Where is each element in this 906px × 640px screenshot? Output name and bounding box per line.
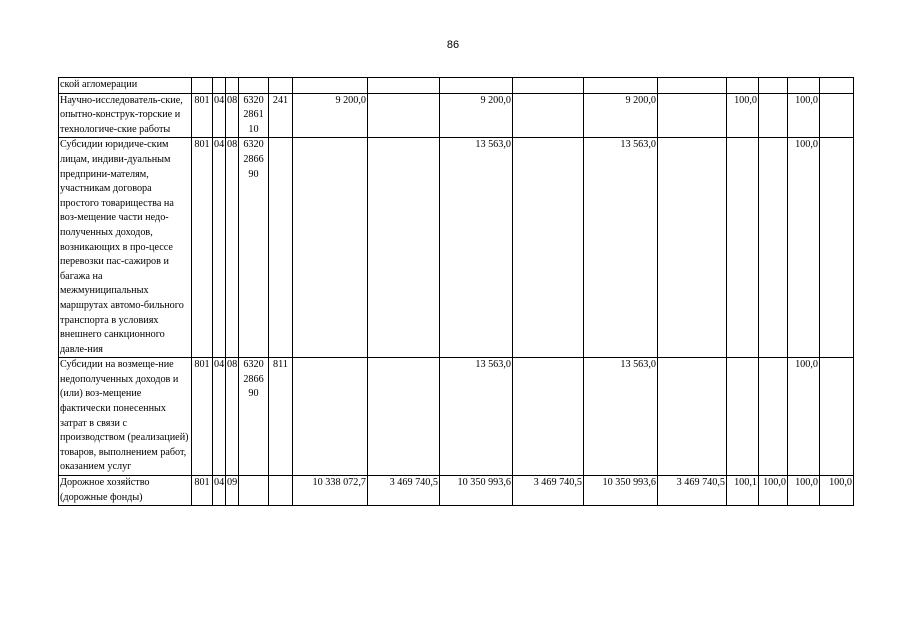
- target-article-code: [239, 476, 269, 506]
- amount-2: [368, 358, 440, 476]
- row-name: ской агломерации: [59, 78, 192, 94]
- amount-6: 3 469 740,5: [658, 476, 727, 506]
- grbs-code: 801: [192, 476, 213, 506]
- amount-1: [293, 358, 368, 476]
- percent-4: [820, 78, 854, 94]
- percent-3: 100,0: [788, 138, 820, 358]
- table-row: [59, 476, 854, 506]
- percent-4: [820, 358, 854, 476]
- percent-1: [727, 78, 759, 94]
- amount-4: [513, 78, 584, 94]
- amount-2: [368, 93, 440, 138]
- grbs-code: [192, 78, 213, 94]
- budget-table: [58, 77, 854, 506]
- amount-3: 13 563,0: [440, 358, 513, 476]
- percent-1: 100,1: [727, 476, 759, 506]
- amount-6: [658, 358, 727, 476]
- amount-2: 3 469 740,5: [368, 476, 440, 506]
- percent-4: [820, 93, 854, 138]
- percent-2: 100,0: [759, 476, 788, 506]
- amount-4: [513, 93, 584, 138]
- percent-3: [788, 78, 820, 94]
- amount-2: [368, 138, 440, 358]
- row-name: Субсидии на возмеще-ние недополученных доходов и (или) воз-мещение фактически понесенных затрат в связи с производством (реализацией) товаров, выполнением работ, оказанием услуг: [59, 358, 192, 476]
- amount-4: [513, 358, 584, 476]
- amount-1: [293, 138, 368, 358]
- expense-type-code: [269, 476, 293, 506]
- percent-2: [759, 358, 788, 476]
- expense-type-code: 811: [269, 358, 293, 476]
- subsection-code: 08: [226, 138, 239, 358]
- amount-5: 13 563,0: [584, 358, 658, 476]
- subsection-code: 08: [226, 93, 239, 138]
- amount-1: 10 338 072,7: [293, 476, 368, 506]
- percent-3: 100,0: [788, 93, 820, 138]
- percent-2: [759, 78, 788, 94]
- percent-2: [759, 93, 788, 138]
- amount-6: [658, 93, 727, 138]
- percent-1: [727, 358, 759, 476]
- target-article-code: 6320 2861 10: [239, 93, 269, 138]
- expense-type-code: [269, 78, 293, 94]
- percent-4: 100,0: [820, 476, 854, 506]
- expense-type-code: 241: [269, 93, 293, 138]
- grbs-code: 801: [192, 93, 213, 138]
- row-name: Субсидии юридиче-ским лицам, индиви-дуальным предприни-мателям, участникам договора простого товарищества на воз-мещение части недо-полученных доходов, возникающих в про-цессе перевозки пас-сажиров и багажа на межмуниципальных маршрутах автомо-бильного транспорта в условиях внешнего санкционного давле-ния: [59, 138, 192, 358]
- subsection-code: 09: [226, 476, 239, 506]
- table-row: [59, 358, 854, 476]
- percent-3: 100,0: [788, 358, 820, 476]
- row-name: Дорожное хозяйство (дорожные фонды): [59, 476, 192, 506]
- section-code: 04: [213, 138, 226, 358]
- table-row: [59, 93, 854, 138]
- grbs-code: 801: [192, 358, 213, 476]
- percent-1: 100,0: [727, 93, 759, 138]
- amount-6: [658, 138, 727, 358]
- target-article-code: [239, 78, 269, 94]
- section-code: 04: [213, 358, 226, 476]
- amount-4: 3 469 740,5: [513, 476, 584, 506]
- section-code: [213, 78, 226, 94]
- amount-3: 13 563,0: [440, 138, 513, 358]
- percent-2: [759, 138, 788, 358]
- table-row: [59, 138, 854, 358]
- table-row: [59, 78, 854, 94]
- amount-3: 10 350 993,6: [440, 476, 513, 506]
- amount-1: [293, 78, 368, 94]
- amount-2: [368, 78, 440, 94]
- expense-type-code: [269, 138, 293, 358]
- amount-4: [513, 138, 584, 358]
- section-code: 04: [213, 476, 226, 506]
- amount-3: [440, 78, 513, 94]
- amount-5: 9 200,0: [584, 93, 658, 138]
- amount-6: [658, 78, 727, 94]
- percent-3: 100,0: [788, 476, 820, 506]
- page-number: 86: [446, 39, 460, 51]
- row-name: Научно-исследователь-ские, опытно-конструк-торские и технологиче-ские работы: [59, 93, 192, 138]
- amount-5: 13 563,0: [584, 138, 658, 358]
- grbs-code: 801: [192, 138, 213, 358]
- subsection-code: 08: [226, 358, 239, 476]
- target-article-code: 6320 2866 90: [239, 358, 269, 476]
- amount-1: 9 200,0: [293, 93, 368, 138]
- section-code: 04: [213, 93, 226, 138]
- percent-4: [820, 138, 854, 358]
- amount-5: 10 350 993,6: [584, 476, 658, 506]
- amount-5: [584, 78, 658, 94]
- amount-3: 9 200,0: [440, 93, 513, 138]
- target-article-code: 6320 2866 90: [239, 138, 269, 358]
- percent-1: [727, 138, 759, 358]
- subsection-code: [226, 78, 239, 94]
